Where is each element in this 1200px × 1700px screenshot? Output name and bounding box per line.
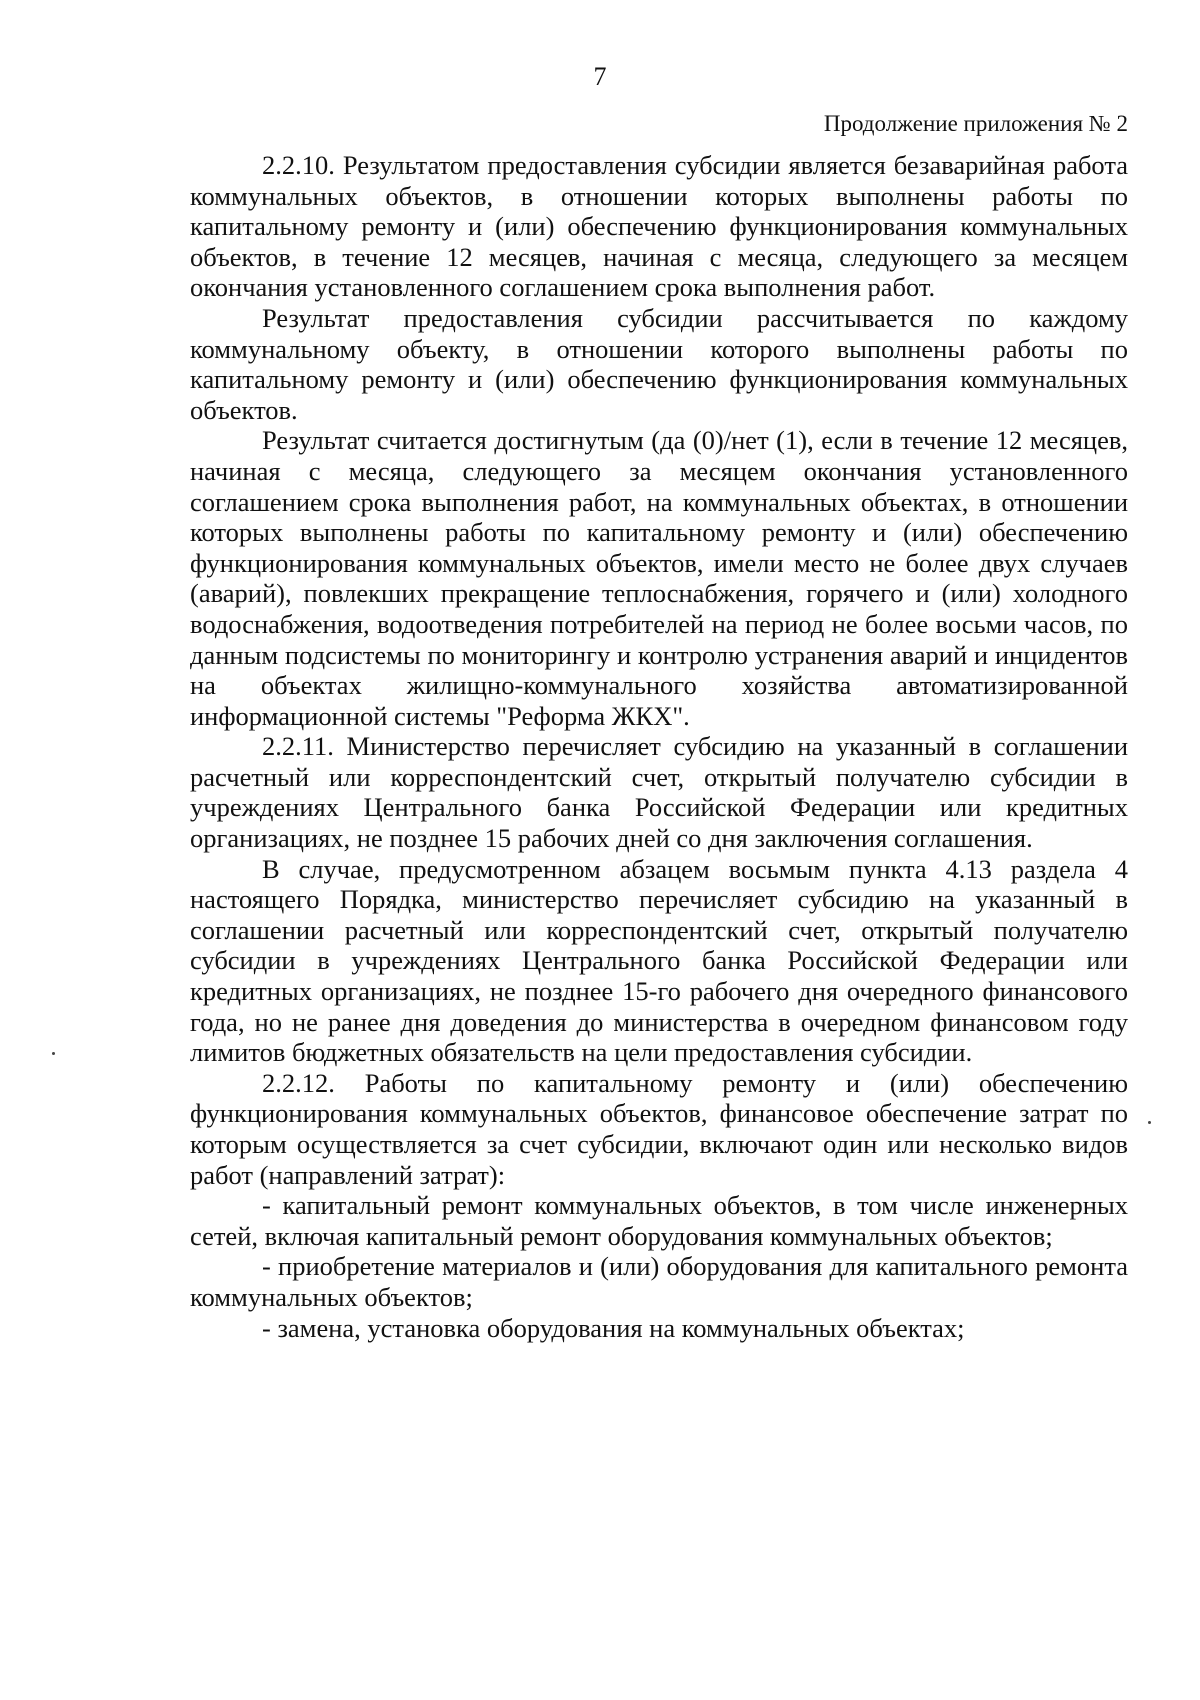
paragraph-2-2-11: 2.2.11. Министерство перечисляет субсидию на указанный в соглашении расчетный или корреспондентский счет, открытый получателю субсидии в учреждениях Центрального банка Российской Федерации или кредитных организациях, не позднее 15 рабочих дней со дня заключения соглашения. bbox=[190, 731, 1128, 854]
list-item-capital-repair: - капитальный ремонт коммунальных объектов, в том числе инженерных сетей, включая капитальный ремонт оборудования коммунальных объектов; bbox=[190, 1190, 1128, 1251]
scan-speck bbox=[52, 1052, 55, 1055]
appendix-continuation-label: Продолжение приложения № 2 bbox=[823, 111, 1128, 136]
page-number: 7 bbox=[593, 62, 607, 91]
scan-speck bbox=[1148, 1121, 1151, 1124]
list-item-materials-purchase: - приобретение материалов и (или) оборудования для капитального ремонта коммунальных объектов; bbox=[190, 1251, 1128, 1312]
paragraph-result-achieved: Результат считается достигнутым (да (0)/нет (1), если в течение 12 месяцев, начиная с месяца, следующего за месяцем окончания установленного соглашением срока выполнения работ, на коммунальных объектах, в отношении которых выполнены работы по капитальному ремонту и (или) обеспечению функционирования коммунальных объектов, имели место не более двух случаев (аварий), повлекших прекращение теплоснабжения, горячего и (или) холодного водоснабжения, водоотведения потребителей на период не более восьми часов, по данным подсистемы по мониторингу и контролю устранения аварий и инцидентов на объектах жилищно-коммунального хозяйства автоматизированной информационной системы "Реформа ЖКХ". bbox=[190, 425, 1128, 731]
list-item-equipment-replacement: - замена, установка оборудования на коммунальных объектах; bbox=[262, 1312, 965, 1343]
document-body bbox=[190, 150, 1128, 1343]
paragraph-result-calculation: Результат предоставления субсидии рассчитывается по каждому коммунальному объекту, в отношении которого выполнены работы по капитальному ремонту и (или) обеспечению функционирования коммунальных объектов. bbox=[190, 302, 1128, 425]
paragraph-2-2-10: 2.2.10. Результатом предоставления субсидии является безаварийная работа коммунальных объектов, в отношении которых выполнены работы по капитальному ремонту и (или) обеспечению функционирования коммунальных объектов, в течение 12 месяцев, начиная с месяца, следующего за месяцем окончания установленного соглашением срока выполнения работ. bbox=[190, 150, 1128, 303]
paragraph-special-case: В случае, предусмотренном абзацем восьмым пункта 4.13 раздела 4 настоящего Порядка, министерство перечисляет субсидию на указанный в соглашении расчетный или корреспондентский счет, открытый получателю субсидии в учреждениях Центрального банка Российской Федерации или кредитных организациях, не позднее 15-го рабочего дня очередного финансового года, но не ранее дня доведения до министерства в очередном финансовом году лимитов бюджетных обязательств на цели предоставления субсидии. bbox=[190, 853, 1128, 1068]
paragraph-2-2-12: 2.2.12. Работы по капитальному ремонту и (или) обеспечению функционирования коммунальных объектов, финансовое обеспечение затрат по которым осуществляется за счет субсидии, включают один или несколько видов работ (направлений затрат): bbox=[190, 1067, 1128, 1190]
